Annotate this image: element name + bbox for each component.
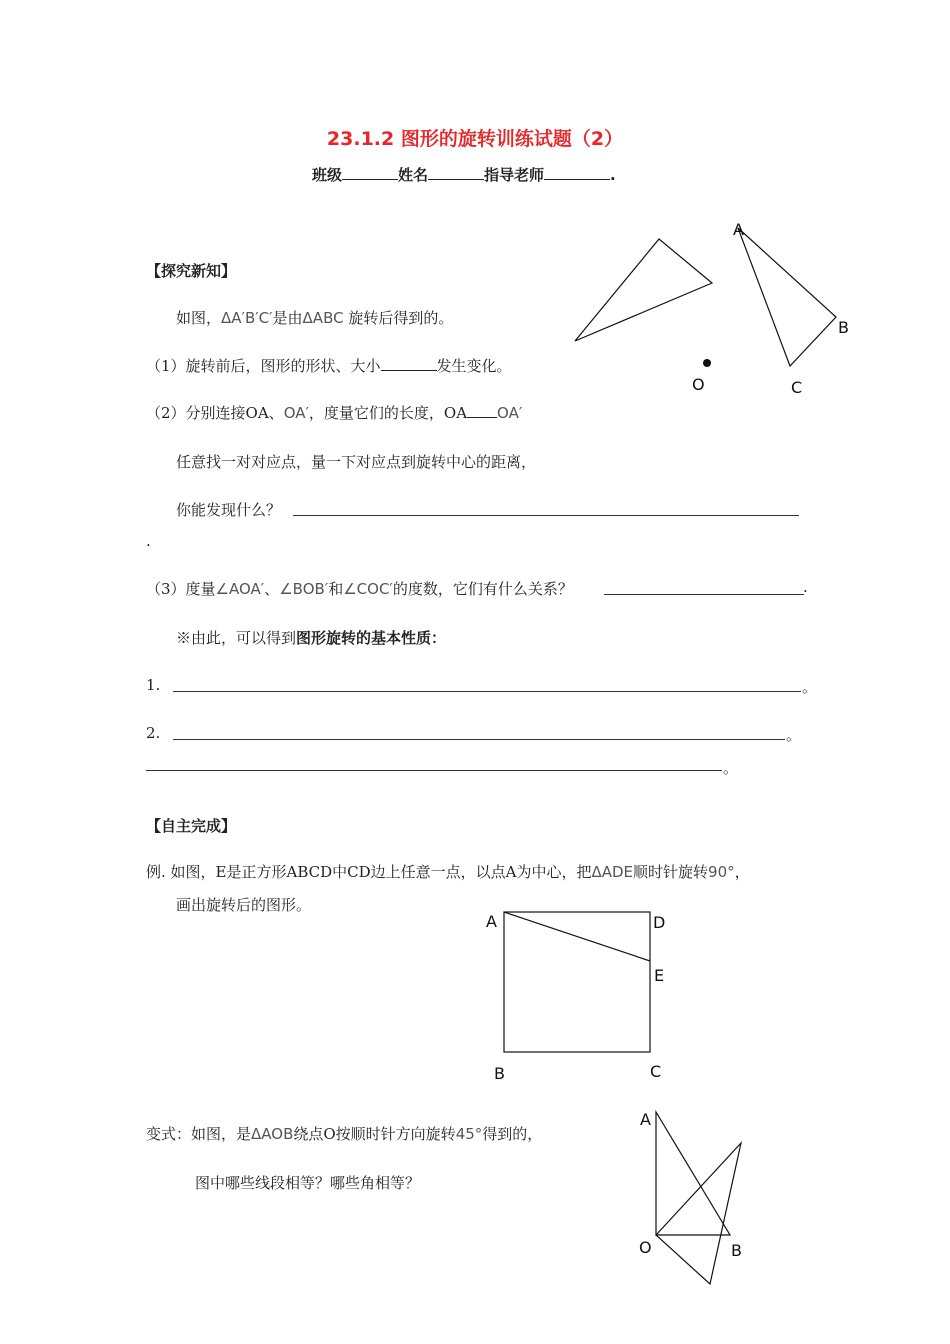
intro-suffix: 旋转后得到的。 [343,309,454,327]
example-degree: 90° [708,863,735,881]
q2-prefix: （2）分别连接OA、 [146,404,284,422]
fig3-label-a: A [640,1110,651,1129]
q1-suffix: 发生变化。 [436,357,512,375]
q2-symbol-1: OA′ [283,404,309,422]
property-prefix: ※由此，可以得到 [176,629,297,647]
intro-prefix: 如图， [176,309,222,327]
q3-and: 和 [328,580,344,598]
variant-line-2: 图中哪些线段相等？哪些角相等？ [195,1174,421,1192]
q2-line-2: 任意找一对对应点，量一下对应点到旋转中心的距离， [176,453,537,471]
fig2-label-d: D [653,913,666,932]
name-label: 姓名 [398,166,429,184]
intro-symbol-original: ΔABC [302,309,344,327]
section-explore-heading: 【探究新知】 [146,262,237,280]
q3-angle-c: ∠COC′ [343,580,393,598]
variant-suffix: 得到的， [482,1125,543,1143]
q2-symbol-2: OA′ [497,404,523,422]
fig1-label-b: B [838,318,849,337]
variant-symbol: ΔAOB [251,1125,294,1143]
class-label: 班级 [312,166,343,184]
fig2-label-e: E [654,966,665,985]
fig1-label-c: C [791,378,803,397]
variant-mid: 绕点O按顺时针方向旋转 [293,1125,456,1143]
property-3-end: 。 [723,759,739,777]
q2-line-3: 你能发现什么？ [176,501,282,519]
triangle-rotated-aob [656,1143,741,1284]
triangle-aob [656,1112,730,1235]
example-line-2: 画出旋转后的图形。 [176,896,312,914]
q3-suffix: 的度数，它们有什么关系？ [392,580,573,598]
property-1-end: 。 [802,678,818,696]
example-end: ， [734,863,750,881]
dot-line: . [146,532,151,550]
fig2-label-c: C [650,1062,662,1081]
example-prefix: 例. 如图，E是正方形ABCD中CD边上任意一点，以点A为中心，把 [146,863,592,881]
q3-end: . [803,578,808,596]
fig2-label-b: B [494,1064,505,1083]
example-mid: 顺时针旋转 [633,863,709,881]
q2-mid: ，度量它们的长度，OA [308,404,468,422]
fig3-label-o: O [639,1238,652,1257]
info-end: . [610,166,616,184]
property-2-end: 。 [786,726,802,744]
intro-mid: 是由 [272,309,303,327]
teacher-label: 指导老师 [484,166,545,184]
q1-prefix: （1）旋转前后，图形的形状、大小 [146,357,381,375]
property-1-num: 1. [146,676,161,694]
intro-symbol-rotated: ΔA′B′C′ [221,309,273,327]
variant-prefix: 变式：如图，是 [146,1125,252,1143]
property-2-num: 2. [146,724,161,742]
fig2-label-a: A [486,912,497,931]
q3-sep: 、 [264,580,280,598]
property-bold: 图形旋转的基本性质： [296,629,447,647]
fig1-label-o: O [692,375,705,394]
fig1-label-a: A [733,220,744,239]
q3-angle-a: ∠AOA′ [215,580,265,598]
fig3-label-b: B [731,1241,742,1260]
section-self-heading: 【自主完成】 [146,817,237,835]
q3-prefix: （3）度量 [146,580,216,598]
q3-angle-b: ∠BOB′ [279,580,329,598]
variant-degree: 45° [455,1125,483,1143]
page-title: 23.1.2 图形的旋转训练试题（2） [326,128,624,150]
example-symbol: ΔADE [591,863,634,881]
